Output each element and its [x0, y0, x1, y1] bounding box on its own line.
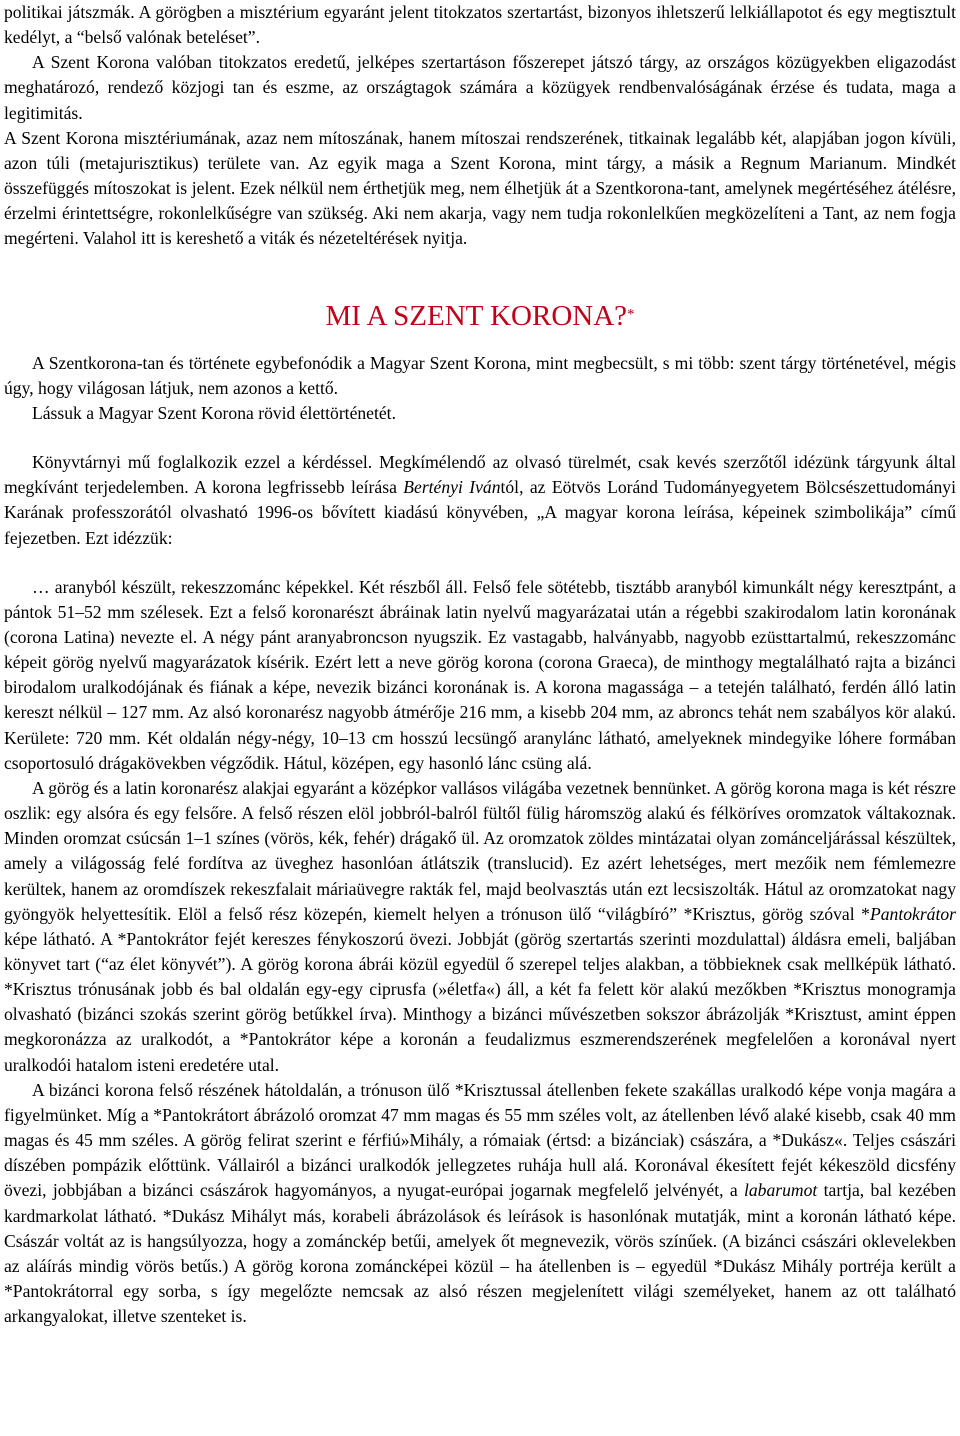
paragraph-section-3 — [4, 450, 956, 551]
quote-2-text-a: A görög és a latin koronarész alakjai egyaránt a középkor vallásos világába vezetnek bennünket. A görög korona maga is két részre oszlik: egy alsóra és egy felsőre. A felső részen elöl jobbról-balról fültől fülig háromszög alakú és félköríves oromzatok váltakoznak. Minden oromzat csúcsán 1–1 színes (vörös, kék, fehér) drágakő ül. Az oromzatok zöldes mintázatai olyan zománceljárással készültek, amely a világosság felé fordítva az üveghez hasonlóan átlátszik (translucid). Ez azért lehetséges, mert mezőik nem fémlemezre kerültek, hanem az oromdíszek rekeszfalait máriaüvegre rakták fel, majd beolvasztás után ezt lecsiszolták. Hátul az oromzatokat nagy gyöngyök helyettesítik. Elöl a felső rész közepén, kiemelt helyen a trónuson ülő “világbíró” *Krisztus, görög szóval * — [4, 777, 956, 924]
heading-text: MI A SZENT KORONA? — [325, 299, 628, 332]
pantokrator-term: Pantokrátor — [869, 903, 956, 924]
quote-3-text-b: tartja, bal kezében kardmarkolat látható. *Dukász Mihályt más, korabeli ábrázolások és leírások is hasonlónak mutatják, mint a koronán látható képe. Császár voltát az is hangsúlyozza, hogy a zománckép betűi, amelyek őt megnevezik, vörös színűek. (A bizánci császári oklevelekben az aláírás mindig vörös betűs.) A görög korona zománcképei közül – ha átellenben is – egyedül *Dukász Mihály portréja került a *Pantokrátorral egy sorba, s így megelőzte nemcsak az alsó részen megjelenített világi személyeket, hanem az ott található arkangyalokat, illetve szenteket is. — [4, 1180, 956, 1327]
paragraph-quote-1: … aranyból készült, rekeszzománc képekkel. Két részből áll. Felső fele sötétebb, tisztább aranyból kimunkált négy keresztpánt, a pántok 51–52 mm szélesek. Ezt a felső koronarészt ábráinak latin nyelvű magyarázatai után a régebbi szakirodalom latin koronának (corona Latina) nevezte el. A négy pánt aranyabroncson nyugszik. Ez vastagabb, halványabb, nagyobb ezüsttartalmú, rekeszzománc képeit görög nyelvű magyarázatok kísérik. Ezért lett a neve görög korona (corona Graeca), de minthogy megtalálható rajta a bizánci birodalom uralkodójának és fiának a képe, nevezik bizánci koronának is. A korona magassága – a tetején található, ferdén álló latin kereszt nélkül – 127 mm. Az alsó koronarész nagyobb átmérője 216 mm, a kisebb 204 mm, az abroncs tehát nem szabályos kör alakú. Kerülete: 720 mm. Két oldalán négy-négy, 10–13 cm hosszú lecsüngő aranylánc látható, amelyeknek mindegyike lóhere formában csoportosuló drágakövekben végződik. Hátul, középen, egy hasonló lánc csüng alá. — [4, 576, 956, 773]
paragraph-intro-c: A Szent Korona misztériumának, azaz nem mítoszának, hanem mítoszai rendszerének, titkainak legalább két, alapjában jogon kívüli, azon túli (metajurisztikus) területe van. Az egyik maga a Szent Korona, mint tárgy, a másik a Regnum Marianum. Mindkét összefüggés mítoszokat is jelent. Ezek nélkül nem érthetjük meg, nem élhetjük át a Szentkorona-tant, amelynek megértéséhez átélésre, érzelmi érintettségre, rokonlelkűségre van szükség. Aki nem akarja, vagy nem tudja rokonlelkűen megközelíteni a Tant, az nem fogja megérteni. Valahol itt is kereshető a viták és nézeteltérések nyitja. — [4, 127, 956, 249]
paragraph-intro-b: A Szent Korona valóban titokzatos eredetű, jelképes szertartáson főszerepet játszó tárgy, az országos közügyekben eligazodást meghatározó, rendező közjogi tan és eszme, az országtagok számára a közügyek rendbenvalóságának érzése és tudata, maga a legitimitás. — [4, 52, 956, 123]
paragraph-quote-2 — [4, 776, 956, 1078]
section-heading — [4, 294, 956, 338]
section-3-text-a: Könyvtárnyi mű foglalkozik ezzel a kérdéssel. Megkímélendő az olvasó türelmét, csak kevés szerzőtől idézünk tárgyunk által megkívánt terjedelemben. A korona legfrissebb leírása — [4, 452, 956, 498]
section-3-text-b: tól, az Eötvös Loránd Tudományegyetem Bölcsészettudományi Karának professzorától olvasható 1996-os bővített kiadású könyvében, „A magyar korona leírása, képeinek szimbolikája” című fejezetben. Ezt idézzük: — [4, 477, 956, 548]
author-name: Bertényi Iván — [403, 477, 501, 498]
quote-2-text-b: képe látható. A *Pantokrátor fejét kereszes fénykoszorú övezi. Jobbját (görög szertartás szerinti mozdulattal) áldásra emeli, baljában könyvet tart (“az élet könyvét”). A görög korona ábrái közül egyedül ő szerepel teljes alakban, a többieknek csak mellképük látható. *Krisztus trónusának jobb és bal oldalán egy-egy ciprusfa (»életfa«) áll, a két fa felett kör alakú mezőkben *Krisztus monogramja olvasható (bizánci szokás szerint görög betűkkel írva). Minthogy a bizánci művészetben sokszor ábrázolják *Krisztust, amint éppen megkoronázza az uralkodót, a *Pantokrátor képe a koronán a feudalizmus eszmerendszerének megfelelően a koronával nyert uralkodói hatalom isteni eredetére utal. — [4, 928, 956, 1075]
paragraph-intro-a: politikai játszmák. A görögben a misztérium egyaránt jelent titokzatos szertartást, bizonyos ihletszerű lelkiállapotot és egy megtisztult kedélyt, a “belső valónak beteléset”. — [4, 2, 956, 48]
quote-3-text-a: A bizánci korona felső részének hátoldalán, a trónuson ülő *Krisztussal átellenben fekete szakállas uralkodó képe vonja magára a figyelmünket. Míg a *Pantokrátort ábrázoló oromzat 47 mm magas és 55 mm széles volt, az átellenben lévő alaké kisebb, csak 40 mm magas és 45 mm széles. A görög felirat szerint e férfiú»Mihály, a rómaiak (értsd: a bizánciak) császára, a *Dukász«. Teljes császári díszében pompázik előttünk. Vállairól a bizánci uralkodók jellegzetes ruhája hull alá. Koronával ékesített fejét kékeszöld dicsfény övezi, jobbjában a bizánci császárok hagyományos, a nyugat-európai jogarnak megfelelő jelvényét, a — [4, 1079, 956, 1201]
labarum-term: labarumot — [743, 1180, 818, 1201]
paragraph-section-2: Lássuk a Magyar Szent Korona rövid élettörténetét. — [32, 402, 396, 423]
paragraph-section-1: A Szentkorona-tan és története egybefonódik a Magyar Szent Korona, mint megbecsült, s mi több: szent tárgy történetével, mégis úgy, hogy világosan látjuk, nem azonos a kettő. — [4, 352, 956, 398]
heading-footnote-mark: * — [627, 306, 635, 323]
paragraph-quote-3 — [4, 1078, 956, 1330]
